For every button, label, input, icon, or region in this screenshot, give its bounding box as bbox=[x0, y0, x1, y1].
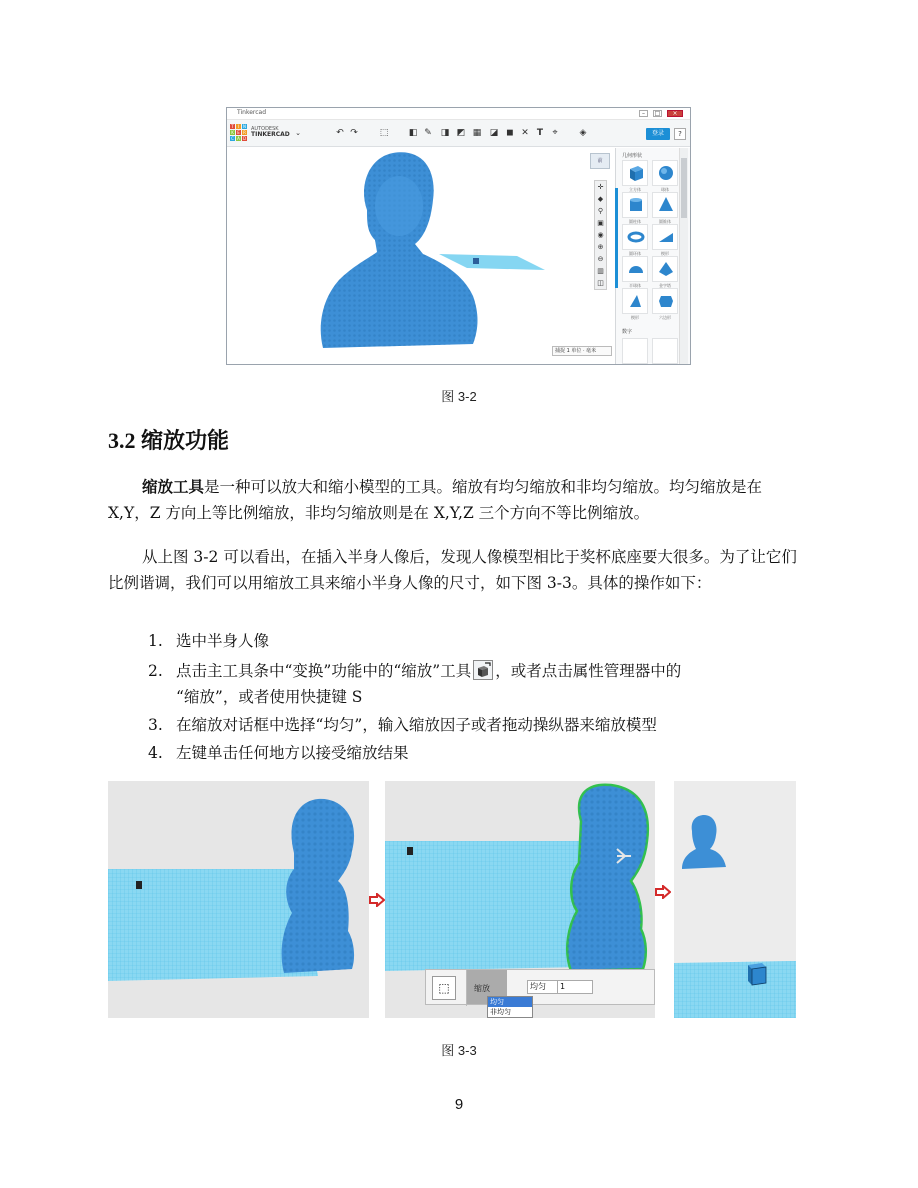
list-item: 3. 在缩放对话框中选择“均匀”，输入缩放因子或者拖动操纵器来缩放模型 bbox=[148, 716, 657, 734]
close-button[interactable]: × bbox=[667, 110, 683, 117]
login-button[interactable]: 登录 bbox=[646, 128, 670, 140]
option-uniform[interactable]: 均匀 bbox=[488, 997, 532, 1007]
figure-panel-after bbox=[674, 781, 796, 1018]
group-icon[interactable]: ◪ bbox=[489, 128, 499, 138]
pan-icon[interactable]: ✛ bbox=[597, 183, 604, 191]
tinkercad-logo: T I N K E R C A D bbox=[231, 124, 247, 141]
shapes-panel: 几何形状 立方体 球体 圆柱体 圆锥体 圆环体 楔形 半球体 金字塔 楔形 六边形 数字 bbox=[615, 148, 691, 365]
list-item: 4. 左键单击任何地方以接受缩放结果 bbox=[148, 744, 409, 762]
panel-accent-bar bbox=[615, 188, 618, 288]
maximize-button[interactable]: □ bbox=[654, 110, 661, 117]
list-item: 2. 点击主工具条中“变换”功能中的“缩放”工具 ，或者点击属性管理器中的 bbox=[148, 662, 682, 680]
paragraph-example: 从上图 3-2 可以看出，在插入半身人像后，发现人像模型相比于奖杯底座要大很多。为了让它们比例谐调，我们可以用缩放工具来缩小半身人像的尺寸，如下图 3-3。具体的操作如下： bbox=[108, 548, 797, 592]
cube-icon[interactable]: ◼ bbox=[506, 128, 514, 138]
small-trophy-base bbox=[473, 258, 479, 264]
redo-icon[interactable]: ↷ bbox=[350, 128, 358, 138]
tinkercad-screenshot bbox=[226, 107, 691, 365]
window-titlebar bbox=[227, 108, 690, 120]
figure-caption-3-2: 图 3-2 bbox=[441, 389, 477, 404]
figure-panel-scaling bbox=[385, 781, 655, 1018]
panel-section-geometric[interactable]: 几何形状 bbox=[622, 153, 643, 159]
shape-wedge-2[interactable] bbox=[622, 288, 648, 314]
zoom-icon[interactable]: ⚲ bbox=[597, 207, 604, 215]
figure-caption-3-3: 图 3-3 bbox=[441, 1043, 477, 1058]
option-nonuniform[interactable]: 非均匀 bbox=[490, 1008, 511, 1016]
shape-half-sphere[interactable] bbox=[622, 256, 648, 282]
shape-sphere[interactable] bbox=[652, 160, 678, 186]
window-title: Tinkercad bbox=[237, 109, 267, 116]
figure-panel-before bbox=[108, 781, 369, 1018]
shape-torus[interactable] bbox=[622, 224, 648, 250]
shape-number-2[interactable] bbox=[652, 338, 678, 364]
zoom-out-icon[interactable]: ⊖ bbox=[597, 255, 604, 263]
bust-model bbox=[321, 152, 478, 348]
delete-icon[interactable]: ✕ bbox=[521, 128, 529, 138]
shape-pyramid[interactable] bbox=[652, 256, 678, 282]
shape-cylinder[interactable] bbox=[622, 192, 648, 218]
paragraph-intro: 缩放工具是一种可以放大和缩小模型的工具。缩放有均匀缩放和非均匀缩放。均匀缩放是在 X,Y，Z 方向上等比例缩放，非均匀缩放则是在 X,Y,Z 三个方向不等比例缩放。 bbox=[108, 477, 763, 522]
3d-canvas[interactable] bbox=[227, 148, 615, 365]
scale-mode-dropdown[interactable] bbox=[487, 996, 533, 1018]
box-icon[interactable]: ◧ bbox=[408, 128, 418, 138]
bust-model-view bbox=[227, 148, 615, 365]
minimize-button[interactable]: – bbox=[639, 110, 648, 117]
shape-hexagon[interactable] bbox=[652, 288, 678, 314]
panel-section-numbers[interactable]: 数字 bbox=[622, 329, 633, 335]
shape-wedge[interactable] bbox=[652, 224, 678, 250]
brand-top: AUTODESK bbox=[251, 126, 279, 132]
brand-name: TINKERCAD bbox=[251, 131, 290, 138]
home-view-icon[interactable]: ◉ bbox=[597, 231, 604, 239]
move-icon[interactable]: ◨ bbox=[440, 128, 450, 138]
main-toolbar bbox=[227, 120, 690, 147]
shape-cone[interactable] bbox=[652, 192, 678, 218]
scale-tool-icon bbox=[473, 660, 493, 680]
workplane-grid bbox=[439, 254, 545, 270]
snap-icon[interactable]: ◫ bbox=[597, 279, 604, 287]
brand-text bbox=[251, 126, 290, 138]
tag-icon[interactable]: ⌖ bbox=[552, 128, 558, 138]
list-item: 1. 选中半身人像 bbox=[148, 632, 270, 650]
section-heading: 3.2 缩放功能 bbox=[108, 428, 230, 453]
page-number: 9 bbox=[454, 1096, 464, 1113]
scale-mode-select[interactable]: 均匀 bbox=[527, 980, 573, 994]
scale-label: 缩放 bbox=[474, 984, 490, 993]
grid-icon[interactable]: ▦ bbox=[472, 128, 482, 138]
perspective-icon[interactable]: ▥ bbox=[597, 267, 604, 275]
fit-view-icon[interactable]: ▣ bbox=[597, 219, 604, 227]
arrow-right-icon bbox=[369, 893, 385, 907]
grid-snap-status[interactable]: 捕捉 1 单位 · 毫米 bbox=[552, 346, 612, 356]
export-icon[interactable]: ◈ bbox=[579, 128, 587, 138]
small-trophy-base bbox=[136, 881, 142, 889]
orbit-icon[interactable]: ◆ bbox=[597, 195, 604, 203]
scale-factor-input[interactable]: 1 bbox=[557, 980, 593, 994]
rotate-icon[interactable]: ◩ bbox=[456, 128, 466, 138]
panel-scrollbar[interactable] bbox=[679, 148, 688, 365]
pencil-icon[interactable]: ✎ bbox=[424, 128, 432, 138]
view-navigation-bar bbox=[594, 180, 607, 290]
help-button[interactable]: ? bbox=[674, 128, 686, 140]
small-trophy-base bbox=[407, 847, 413, 855]
undo-icon[interactable]: ↶ bbox=[336, 128, 344, 138]
term-scale-tool: 缩放工具 bbox=[142, 477, 205, 496]
text-icon[interactable]: T bbox=[536, 128, 544, 138]
scale-tool-icon: ⬚ bbox=[432, 976, 456, 1000]
zoom-in-icon[interactable]: ⊕ bbox=[597, 243, 604, 251]
shape-cube[interactable] bbox=[622, 160, 648, 186]
list-item-continuation: “缩放”，或者使用快捷键 S bbox=[176, 688, 363, 706]
arrow-right-icon bbox=[655, 885, 671, 899]
shape-number-1[interactable] bbox=[622, 338, 648, 364]
import-icon[interactable]: ⬚ bbox=[379, 128, 389, 138]
chevron-down-icon[interactable]: ⌄ bbox=[295, 129, 301, 137]
view-cube[interactable]: 前 bbox=[590, 153, 610, 169]
